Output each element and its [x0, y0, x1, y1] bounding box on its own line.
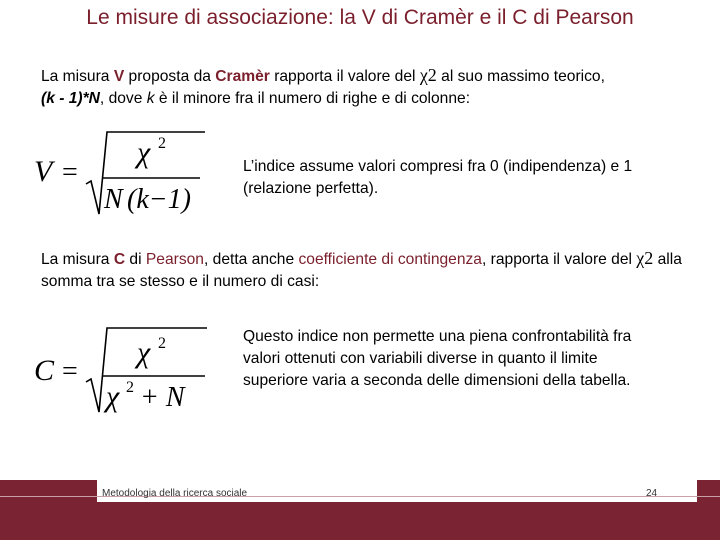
text: La misura	[41, 251, 114, 268]
formula-exponent: 2	[158, 335, 166, 352]
formula-denominator-exponent: 2	[126, 379, 134, 396]
formula-numerator: χ	[137, 136, 151, 169]
cramer-term: Cramèr	[215, 68, 270, 85]
contingency-coefficient-term: coefficiente di contingenza	[298, 251, 482, 268]
formula-denominator-plus-n: + N	[140, 382, 185, 413]
cramer-note: L’indice assume valori compresi fra 0 (indipendenza) e 1 (relazione perfetta).	[243, 158, 633, 197]
formula-denominator-n: N	[104, 184, 123, 215]
c-term: C	[113, 251, 126, 268]
page-number: 24	[646, 488, 658, 499]
footer-label: Metodologia della ricerca sociale	[102, 488, 248, 499]
chi-square-symbol: χ2	[419, 65, 437, 85]
max-formula-text: (k - 1)*N	[41, 90, 100, 107]
formula-equals: =	[62, 157, 78, 188]
formula-lhs: C	[34, 354, 55, 387]
pearson-term: Pearson	[145, 251, 204, 268]
chi-square-symbol: χ2	[636, 248, 654, 268]
text: alla somma tra se stesso e il numero di casi:	[41, 251, 682, 290]
text: , rapporta il valore del	[482, 251, 637, 268]
text: , dove	[99, 90, 147, 107]
formula-equals: =	[62, 356, 78, 387]
k-term: k	[146, 90, 155, 107]
paragraph-pearson	[41, 247, 701, 293]
text: di	[125, 251, 146, 268]
pearson-c-formula	[30, 322, 215, 417]
formula-denominator-rest: (k−1)	[127, 184, 191, 215]
formula-numerator: χ	[137, 336, 151, 369]
paragraph-cramer	[41, 64, 701, 110]
v-term: V	[113, 68, 125, 85]
text: al suo massimo teorico,	[436, 68, 605, 85]
text: rapporta il valore del	[269, 68, 420, 85]
text: La misura	[41, 68, 114, 85]
formula-lhs: V	[34, 155, 53, 188]
cramer-v-formula	[30, 126, 215, 221]
text: proposta da	[124, 68, 216, 85]
pearson-note: Questo indice non permette una piena confrontabilità fra valori ottenuti con variabili diverse in quanto il limite superiore varia a seconda delle dimensioni della tabella.	[243, 328, 632, 389]
formula-denominator-chi: χ	[106, 380, 120, 413]
slide-title: Le misure di associazione: la V di Cramèr e il C di Pearson	[86, 6, 634, 29]
text: è il minore fra il numero di righe e di colonne:	[154, 90, 471, 107]
text: , detta anche	[203, 251, 299, 268]
formula-exponent: 2	[158, 135, 166, 152]
